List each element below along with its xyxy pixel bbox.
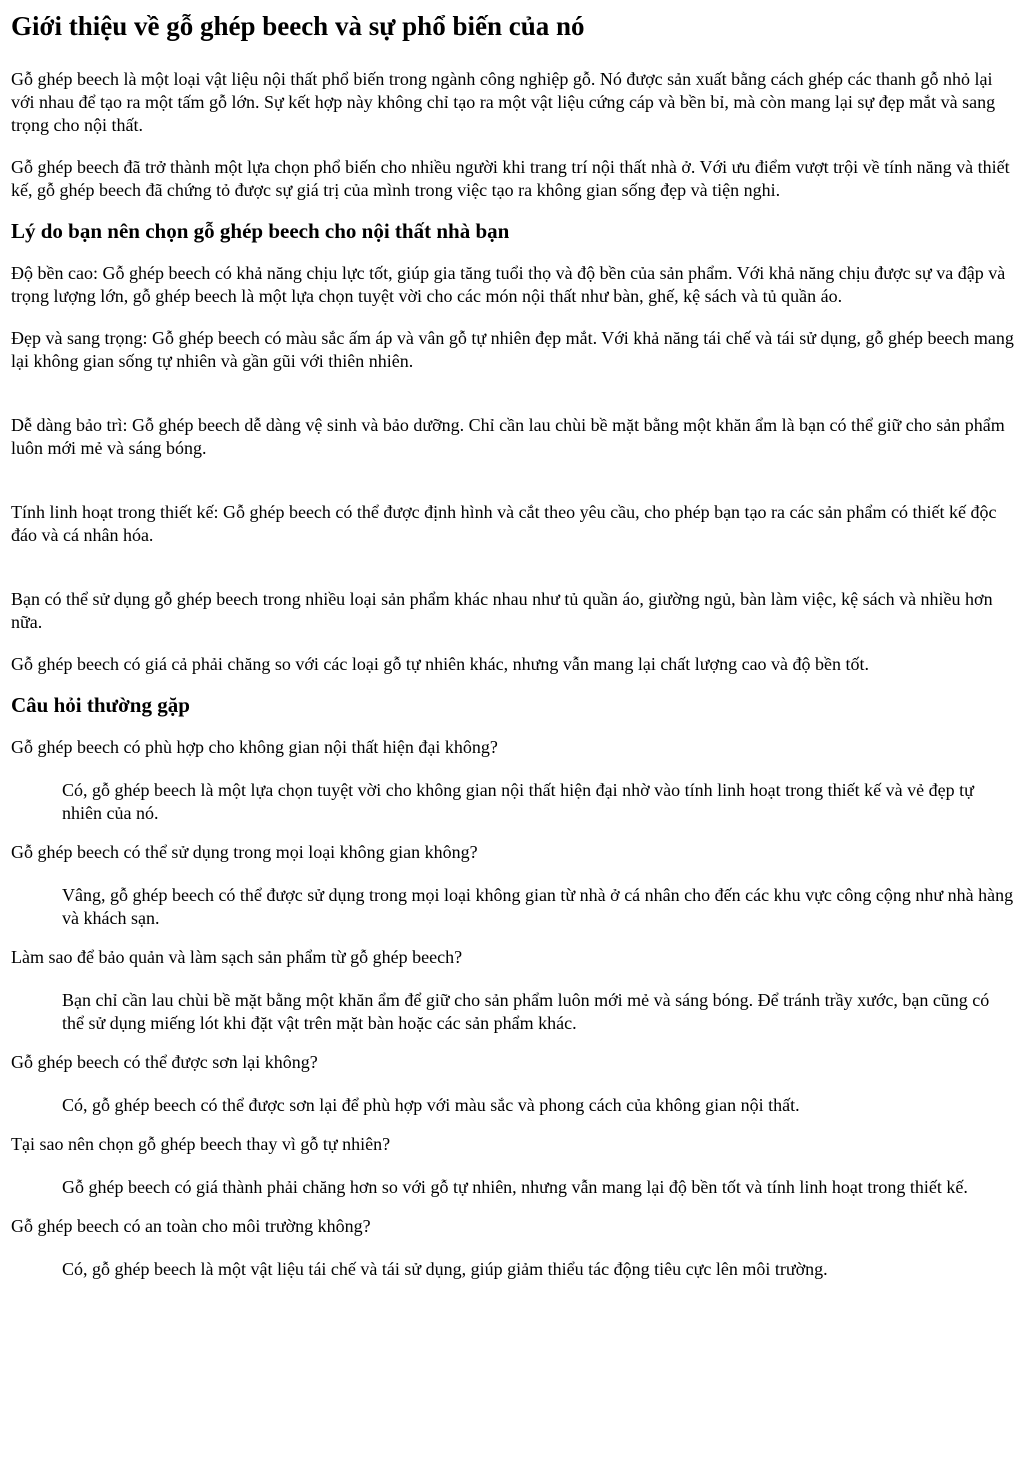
faq-answer: Có, gỗ ghép beech có thể được sơn lại để phù hợp với màu sắc và phong cách của không gian nội thất.	[62, 1095, 800, 1115]
article	[0, 9, 1024, 1281]
intro-paragraph: Gỗ ghép beech đã trở thành một lựa chọn phổ biến cho nhiều người khi trang trí nội thất nhà ở. Với ưu điểm vượt trội về tính năng và thiết kế, gỗ ghép beech đã chứng tỏ được sự giá trị của mình trong việc tạo ra không gian sống đẹp và tiện nghi.	[11, 157, 1010, 200]
faq-heading: Câu hỏi thường gặp	[11, 693, 190, 717]
reason-paragraph: Độ bền cao: Gỗ ghép beech có khả năng chịu lực tốt, giúp gia tăng tuổi thọ và độ bền của sản phẩm. Với khả năng chịu được sự va đập và trọng lượng lớn, gỗ ghép beech là một lựa chọn tuyệt vời cho các món nội thất như bàn, ghế, kệ sách và tủ quần áo.	[11, 263, 1006, 306]
page-title: Giới thiệu về gỗ ghép beech và sự phổ biến của nó	[11, 11, 585, 41]
faq-question: Gỗ ghép beech có phù hợp cho không gian nội thất hiện đại không?	[11, 737, 498, 757]
faq-answer: Bạn chỉ cần lau chùi bề mặt bằng một khăn ẩm để giữ cho sản phẩm luôn mới mẻ và sáng bóng. Để tránh trầy xước, bạn cũng có thể sử dụng miếng lót khi đặt vật trên mặt bàn hoặc các sản phẩm khác.	[62, 990, 990, 1033]
faq-question: Gỗ ghép beech có an toàn cho môi trường không?	[11, 1216, 371, 1236]
faq-answer: Vâng, gỗ ghép beech có thể được sử dụng trong mọi loại không gian từ nhà ở cá nhân cho đến các khu vực công cộng như nhà hàng và khách sạn.	[62, 885, 1014, 928]
faq-list	[11, 736, 1014, 1281]
faq-answer: Gỗ ghép beech có giá thành phải chăng hơn so với gỗ tự nhiên, nhưng vẫn mang lại độ bền tốt và tính linh hoạt trong thiết kế.	[62, 1177, 968, 1197]
reason-paragraph: Tính linh hoạt trong thiết kế: Gỗ ghép beech có thể được định hình và cắt theo yêu cầu, cho phép bạn tạo ra các sản phẩm có thiết kế độc đáo và cá nhân hóa.	[11, 502, 997, 545]
reason-paragraph: Đẹp và sang trọng: Gỗ ghép beech có màu sắc ấm áp và vân gỗ tự nhiên đẹp mắt. Với khả năng tái chế và tái sử dụng, gỗ ghép beech mang lại không gian sống tự nhiên và gần gũi với thiên nhiên.	[11, 328, 1014, 371]
reasons-heading: Lý do bạn nên chọn gỗ ghép beech cho nội thất nhà bạn	[11, 219, 510, 243]
intro-paragraph: Gỗ ghép beech là một loại vật liệu nội thất phổ biến trong ngành công nghiệp gỗ. Nó được sản xuất bằng cách ghép các thanh gỗ nhỏ lại với nhau để tạo ra một tấm gỗ lớn. Sự kết hợp này không chỉ tạo ra một vật liệu cứng cáp và bền bỉ, mà còn mang lại sự đẹp mắt và sang trọng cho nội thất.	[11, 69, 996, 135]
reason-paragraph: Dễ dàng bảo trì: Gỗ ghép beech dễ dàng vệ sinh và bảo dưỡng. Chỉ cần lau chùi bề mặt bằng một khăn ẩm là bạn có thể giữ cho sản phẩm luôn mới mẻ và sáng bóng.	[11, 415, 1005, 458]
faq-question: Tại sao nên chọn gỗ ghép beech thay vì gỗ tự nhiên?	[11, 1134, 391, 1154]
usage-paragraph: Bạn có thể sử dụng gỗ ghép beech trong nhiều loại sản phẩm khác nhau như tủ quần áo, giường ngủ, bàn làm việc, kệ sách và nhiều hơn nữa.	[11, 589, 993, 632]
faq-answer: Có, gỗ ghép beech là một lựa chọn tuyệt vời cho không gian nội thất hiện đại nhờ vào tính linh hoạt trong thiết kế và vẻ đẹp tự nhiên của nó.	[62, 780, 974, 823]
faq-answer: Có, gỗ ghép beech là một vật liệu tái chế và tái sử dụng, giúp giảm thiểu tác động tiêu cực lên môi trường.	[62, 1259, 828, 1279]
faq-question: Gỗ ghép beech có thể được sơn lại không?	[11, 1052, 318, 1072]
faq-question: Làm sao để bảo quản và làm sạch sản phẩm từ gỗ ghép beech?	[11, 947, 463, 967]
price-paragraph: Gỗ ghép beech có giá cả phải chăng so với các loại gỗ tự nhiên khác, nhưng vẫn mang lại chất lượng cao và độ bền tốt.	[11, 654, 870, 674]
faq-question: Gỗ ghép beech có thể sử dụng trong mọi loại không gian không?	[11, 842, 478, 862]
